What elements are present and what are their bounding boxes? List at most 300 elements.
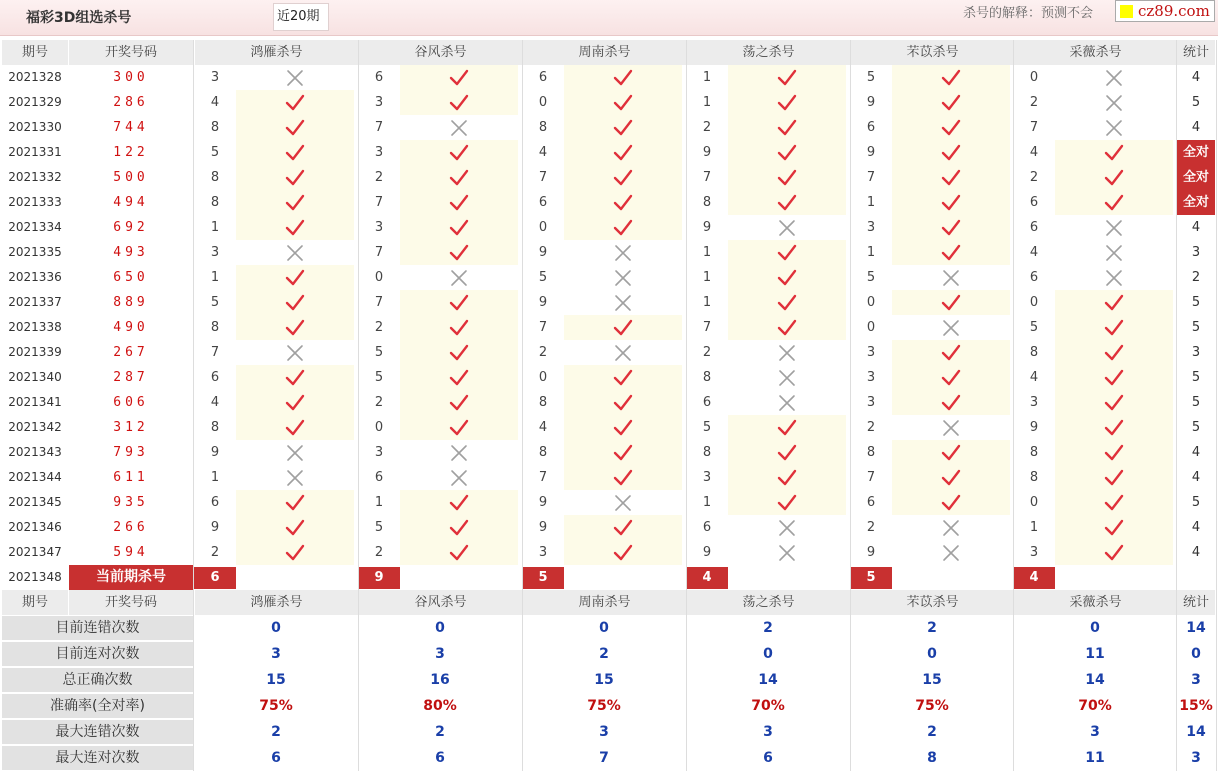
check-icon — [236, 365, 354, 390]
draw-number-cell: 594 — [113, 545, 149, 560]
bottom-expert-header-1[interactable]: 谷风杀号 — [359, 590, 522, 615]
top-period-header: 期号 — [2, 40, 68, 65]
draw-number-cell: 611 — [113, 470, 149, 485]
draw-number-cell: 122 — [113, 145, 149, 160]
summary-row — [0, 615, 1218, 641]
kill-number-cell: 7 — [538, 320, 548, 335]
draw-number-cell: 793 — [113, 445, 149, 460]
kill-number-cell: 0 — [374, 420, 384, 435]
check-icon — [892, 215, 1010, 240]
table-row — [0, 115, 1218, 140]
summary-value: 2 — [927, 620, 937, 636]
cross-icon — [892, 265, 1010, 290]
check-icon — [564, 65, 682, 90]
kill-number-cell: 4 — [210, 95, 220, 110]
stat-cell: 4 — [1191, 545, 1201, 560]
column-divider — [850, 40, 851, 771]
current-kill-label: 当前期杀号 — [69, 565, 193, 590]
check-icon — [892, 390, 1010, 415]
top-expert-header-4[interactable]: 芣苡杀号 — [851, 40, 1014, 65]
kill-number-cell: 4 — [1029, 145, 1039, 160]
draw-number-cell: 650 — [113, 270, 149, 285]
period-cell: 2021328 — [8, 70, 62, 84]
kill-number-cell: 6 — [374, 470, 384, 485]
kill-number-cell: 4 — [1029, 245, 1039, 260]
kill-number-cell: 8 — [1029, 470, 1039, 485]
summary-value: 3 — [1090, 724, 1100, 740]
check-icon — [892, 90, 1010, 115]
cross-icon — [892, 540, 1010, 565]
summary-row — [0, 719, 1218, 745]
summary-value: 70% — [1078, 698, 1112, 714]
check-icon — [1055, 365, 1173, 390]
kill-number-cell: 7 — [538, 170, 548, 185]
period-cell: 2021347 — [8, 545, 62, 559]
kill-number-cell: 0 — [866, 320, 876, 335]
check-icon — [892, 465, 1010, 490]
kill-number-cell: 3 — [866, 395, 876, 410]
check-icon — [400, 240, 518, 265]
check-icon — [1055, 440, 1173, 465]
summary-value: 6 — [435, 750, 445, 766]
kill-number-cell: 3 — [538, 545, 548, 560]
kill-number-cell: 5 — [210, 295, 220, 310]
kill-number-cell: 4 — [538, 145, 548, 160]
check-icon — [728, 315, 846, 340]
kill-number-cell: 9 — [538, 295, 548, 310]
kill-number-cell: 3 — [866, 345, 876, 360]
summary-value: 0 — [927, 646, 937, 662]
kill-number-cell: 5 — [538, 270, 548, 285]
period-cell: 2021333 — [8, 195, 62, 209]
top-bar — [0, 0, 1218, 36]
summary-stat: 3 — [1191, 750, 1201, 766]
check-icon — [236, 415, 354, 440]
table-row — [0, 265, 1218, 290]
kill-number-cell: 1 — [210, 470, 220, 485]
kill-number-cell: 7 — [210, 345, 220, 360]
kill-number-cell: 1 — [1029, 520, 1039, 535]
period-cell: 2021345 — [8, 495, 62, 509]
period-cell: 2021344 — [8, 470, 62, 484]
check-icon — [400, 215, 518, 240]
check-icon — [892, 365, 1010, 390]
period-cell: 2021341 — [8, 395, 62, 409]
summary-value: 15 — [922, 672, 942, 688]
draw-number-cell: 889 — [113, 295, 149, 310]
kill-number-cell: 1 — [374, 495, 384, 510]
kill-number-cell: 8 — [210, 170, 220, 185]
summary-label: 最大连对次数 — [2, 746, 193, 770]
bottom-expert-header-2[interactable]: 周南杀号 — [523, 590, 686, 615]
kill-number-cell: 2 — [866, 420, 876, 435]
kill-number-cell: 4 — [210, 395, 220, 410]
check-icon — [236, 140, 354, 165]
top-stats-header: 统计 — [1177, 40, 1215, 65]
column-divider — [1216, 40, 1217, 771]
kill-number-cell: 8 — [538, 120, 548, 135]
draw-number-cell: 606 — [113, 395, 149, 410]
kill-number-cell: 8 — [1029, 345, 1039, 360]
cross-icon — [728, 390, 846, 415]
kill-number-cell: 2 — [374, 170, 384, 185]
summary-value: 14 — [758, 672, 778, 688]
kill-number-cell: 2 — [866, 520, 876, 535]
kill-number-cell: 4 — [538, 420, 548, 435]
kill-number-cell: 7 — [1029, 120, 1039, 135]
watermark-text: cz89.com — [1138, 2, 1210, 20]
summary-value: 6 — [763, 750, 773, 766]
stat-cell: 4 — [1191, 445, 1201, 460]
kill-number-cell: 0 — [866, 295, 876, 310]
cross-icon — [728, 515, 846, 540]
page-title: 福彩3D组选杀号 — [26, 10, 132, 26]
kill-number-cell: 6 — [538, 70, 548, 85]
summary-label: 准确率(全对率) — [2, 694, 193, 718]
cross-icon — [564, 340, 682, 365]
draw-number-cell: 935 — [113, 495, 149, 510]
kill-number-cell: 3 — [1029, 395, 1039, 410]
check-icon — [400, 190, 518, 215]
top-draw-header: 开奖号码 — [69, 40, 193, 65]
check-icon — [564, 90, 682, 115]
period-cell: 2021336 — [8, 270, 62, 284]
draw-number-cell: 744 — [113, 120, 149, 135]
cross-icon — [1055, 115, 1173, 140]
current-kill-number: 9 — [358, 567, 400, 589]
bottom-expert-header-3[interactable]: 荡之杀号 — [687, 590, 850, 615]
draw-number-cell: 286 — [113, 95, 149, 110]
summary-value: 16 — [430, 672, 450, 688]
period-cell: 2021339 — [8, 345, 62, 359]
kill-explanation: 杀号的解释：预测不会 — [963, 6, 1094, 21]
kill-number-cell: 6 — [210, 495, 220, 510]
kill-number-cell: 7 — [374, 295, 384, 310]
summary-stat: 0 — [1191, 646, 1201, 662]
check-icon — [728, 115, 846, 140]
bottom-expert-header-0[interactable]: 鸿雁杀号 — [195, 590, 358, 615]
summary-row — [0, 693, 1218, 719]
check-icon — [892, 115, 1010, 140]
check-icon — [728, 140, 846, 165]
cross-icon — [400, 465, 518, 490]
kill-number-cell: 7 — [866, 170, 876, 185]
check-icon — [1055, 390, 1173, 415]
kill-number-cell: 3 — [374, 145, 384, 160]
summary-value: 75% — [259, 698, 293, 714]
current-kill-number: 5 — [522, 567, 564, 589]
kill-number-cell: 2 — [702, 120, 712, 135]
kill-number-cell: 3 — [374, 445, 384, 460]
cross-icon — [728, 215, 846, 240]
draw-number-cell: 493 — [113, 245, 149, 260]
top-expert-header-5[interactable]: 采薇杀号 — [1014, 40, 1177, 65]
kill-number-cell: 1 — [702, 70, 712, 85]
kill-number-cell: 3 — [1029, 545, 1039, 560]
kill-number-cell: 3 — [866, 220, 876, 235]
kill-number-cell: 3 — [866, 370, 876, 385]
check-icon — [236, 165, 354, 190]
top-expert-header-3[interactable]: 荡之杀号 — [687, 40, 850, 65]
kill-number-cell: 8 — [702, 195, 712, 210]
bottom-expert-header-4[interactable]: 芣苡杀号 — [851, 590, 1014, 615]
kill-number-cell: 1 — [702, 95, 712, 110]
summary-value: 14 — [1085, 672, 1105, 688]
cross-icon — [728, 540, 846, 565]
current-kill-number: 6 — [194, 567, 236, 589]
summary-value: 2 — [271, 724, 281, 740]
check-icon — [892, 490, 1010, 515]
check-icon — [1055, 290, 1173, 315]
check-icon — [564, 390, 682, 415]
check-icon — [728, 465, 846, 490]
period-cell: 2021331 — [8, 145, 62, 159]
check-icon — [236, 390, 354, 415]
cross-icon — [564, 290, 682, 315]
cross-icon — [400, 440, 518, 465]
period-cell: 2021330 — [8, 120, 62, 134]
check-icon — [1055, 540, 1173, 565]
bottom-expert-header-5[interactable]: 采薇杀号 — [1014, 590, 1177, 615]
table-row — [0, 440, 1218, 465]
summary-row — [0, 641, 1218, 667]
summary-stat: 14 — [1186, 724, 1206, 740]
kill-number-cell: 1 — [702, 245, 712, 260]
summary-value: 2 — [599, 646, 609, 662]
kill-number-cell: 3 — [210, 70, 220, 85]
kill-number-cell: 0 — [1029, 495, 1039, 510]
kill-number-cell: 5 — [866, 70, 876, 85]
period-cell: 2021346 — [8, 520, 62, 534]
kill-number-cell: 0 — [1029, 295, 1039, 310]
top-expert-header-0[interactable]: 鸿雁杀号 — [195, 40, 358, 65]
cross-icon — [1055, 90, 1173, 115]
check-icon — [564, 215, 682, 240]
summary-label: 最大连错次数 — [2, 720, 193, 744]
current-kill-number: 5 — [850, 567, 892, 589]
check-icon — [236, 315, 354, 340]
draw-number-cell: 287 — [113, 370, 149, 385]
check-icon — [400, 365, 518, 390]
kill-number-cell: 7 — [374, 195, 384, 210]
check-icon — [564, 165, 682, 190]
kill-number-cell: 2 — [1029, 95, 1039, 110]
check-icon — [236, 215, 354, 240]
current-period-row — [0, 565, 1218, 590]
stat-cell: 4 — [1191, 470, 1201, 485]
table-row — [0, 315, 1218, 340]
stat-cell: 5 — [1191, 95, 1201, 110]
kill-number-cell: 5 — [374, 520, 384, 535]
check-icon — [564, 515, 682, 540]
table-row — [0, 465, 1218, 490]
kill-number-cell: 8 — [210, 195, 220, 210]
kill-number-cell: 2 — [374, 545, 384, 560]
draw-number-cell: 692 — [113, 220, 149, 235]
kill-number-cell: 9 — [866, 95, 876, 110]
kill-number-cell: 5 — [866, 270, 876, 285]
kill-number-cell: 5 — [702, 420, 712, 435]
check-icon — [892, 65, 1010, 90]
period-cell: 2021338 — [8, 320, 62, 334]
draw-number-cell: 490 — [113, 320, 149, 335]
summary-label: 目前连错次数 — [2, 616, 193, 640]
check-icon — [400, 90, 518, 115]
check-icon — [728, 265, 846, 290]
table-row — [0, 290, 1218, 315]
all-correct-badge: 全对 — [1177, 165, 1215, 190]
cross-icon — [1055, 65, 1173, 90]
check-icon — [1055, 190, 1173, 215]
check-icon — [1055, 315, 1173, 340]
summary-value: 2 — [435, 724, 445, 740]
cross-icon — [400, 115, 518, 140]
check-icon — [1055, 140, 1173, 165]
check-icon — [728, 90, 846, 115]
cross-icon — [236, 340, 354, 365]
draw-number-cell: 494 — [113, 195, 149, 210]
kill-number-cell: 6 — [866, 120, 876, 135]
summary-value: 15 — [266, 672, 286, 688]
column-divider — [358, 40, 359, 771]
check-icon — [728, 165, 846, 190]
draw-number-cell: 312 — [113, 420, 149, 435]
stat-cell: 5 — [1191, 295, 1201, 310]
cross-icon — [1055, 240, 1173, 265]
period-cell: 2021340 — [8, 370, 62, 384]
kill-number-cell: 9 — [210, 520, 220, 535]
kill-number-cell: 8 — [702, 370, 712, 385]
check-icon — [564, 115, 682, 140]
check-icon — [400, 490, 518, 515]
stat-cell: 4 — [1191, 220, 1201, 235]
stat-cell: 5 — [1191, 320, 1201, 335]
kill-number-cell: 0 — [374, 270, 384, 285]
cross-icon — [236, 465, 354, 490]
check-icon — [236, 540, 354, 565]
summary-value: 75% — [915, 698, 949, 714]
table-row — [0, 65, 1218, 90]
check-icon — [400, 165, 518, 190]
summary-value: 2 — [763, 620, 773, 636]
check-icon — [1055, 340, 1173, 365]
cross-icon — [400, 265, 518, 290]
cross-icon — [236, 240, 354, 265]
check-icon — [400, 415, 518, 440]
top-expert-header-1[interactable]: 谷风杀号 — [359, 40, 522, 65]
summary-value: 3 — [435, 646, 445, 662]
table-row — [0, 365, 1218, 390]
stat-cell: 4 — [1191, 70, 1201, 85]
check-icon — [400, 140, 518, 165]
kill-number-cell: 2 — [702, 345, 712, 360]
summary-value: 3 — [271, 646, 281, 662]
table-row — [0, 165, 1218, 190]
summary-value: 11 — [1085, 750, 1105, 766]
kill-number-cell: 5 — [210, 145, 220, 160]
check-icon — [728, 290, 846, 315]
check-icon — [400, 515, 518, 540]
check-icon — [400, 315, 518, 340]
period-cell: 2021342 — [8, 420, 62, 434]
stat-cell: 4 — [1191, 520, 1201, 535]
summary-value: 6 — [271, 750, 281, 766]
column-divider — [1176, 40, 1177, 771]
kill-number-cell: 1 — [702, 270, 712, 285]
kill-number-cell: 4 — [1029, 370, 1039, 385]
kill-number-cell: 9 — [866, 145, 876, 160]
kill-number-cell: 9 — [702, 220, 712, 235]
kill-number-cell: 1 — [866, 195, 876, 210]
kill-number-cell: 8 — [702, 445, 712, 460]
kill-number-cell: 3 — [374, 220, 384, 235]
top-expert-header-2[interactable]: 周南杀号 — [523, 40, 686, 65]
kill-number-cell: 5 — [374, 370, 384, 385]
kill-number-cell: 3 — [702, 470, 712, 485]
kill-number-cell: 6 — [1029, 270, 1039, 285]
check-icon — [564, 540, 682, 565]
check-icon — [564, 190, 682, 215]
summary-value: 3 — [599, 724, 609, 740]
check-icon — [892, 240, 1010, 265]
bottom-draw-header: 开奖号码 — [69, 590, 193, 615]
kill-number-cell: 3 — [210, 245, 220, 260]
cross-icon — [892, 415, 1010, 440]
check-icon — [564, 415, 682, 440]
period-cell: 2021337 — [8, 295, 62, 309]
kill-number-cell: 6 — [702, 395, 712, 410]
summary-value: 70% — [751, 698, 785, 714]
cross-icon — [236, 440, 354, 465]
check-icon — [728, 240, 846, 265]
all-correct-badge: 全对 — [1177, 190, 1215, 215]
check-icon — [400, 540, 518, 565]
current-kill-number: 4 — [1013, 567, 1055, 589]
draw-number-cell: 300 — [113, 70, 149, 85]
kill-number-cell: 8 — [210, 120, 220, 135]
summary-value: 7 — [599, 750, 609, 766]
table-row — [0, 415, 1218, 440]
range-selector[interactable]: 近20期 — [273, 3, 329, 31]
kill-number-cell: 6 — [374, 70, 384, 85]
summary-label: 目前连对次数 — [2, 642, 193, 666]
kill-number-cell: 8 — [210, 420, 220, 435]
check-icon — [1055, 490, 1173, 515]
column-divider — [686, 40, 687, 771]
summary-value: 0 — [271, 620, 281, 636]
kill-number-cell: 7 — [374, 120, 384, 135]
kill-number-cell: 8 — [866, 445, 876, 460]
kill-number-cell: 9 — [538, 245, 548, 260]
top-header-row — [0, 40, 1218, 65]
stat-cell: 5 — [1191, 495, 1201, 510]
kill-number-cell: 8 — [210, 320, 220, 335]
current-kill-number: 4 — [686, 567, 728, 589]
period-cell: 2021334 — [8, 220, 62, 234]
draw-number-cell: 267 — [113, 345, 149, 360]
stat-cell: 3 — [1191, 245, 1201, 260]
kill-number-cell: 0 — [1029, 70, 1039, 85]
table-row — [0, 140, 1218, 165]
check-icon — [400, 290, 518, 315]
summary-value: 3 — [763, 724, 773, 740]
watermark-square-icon — [1120, 5, 1133, 18]
kill-number-cell: 2 — [538, 345, 548, 360]
bottom-period-header: 期号 — [2, 590, 68, 615]
table-row — [0, 190, 1218, 215]
check-icon — [892, 140, 1010, 165]
table-row — [0, 515, 1218, 540]
